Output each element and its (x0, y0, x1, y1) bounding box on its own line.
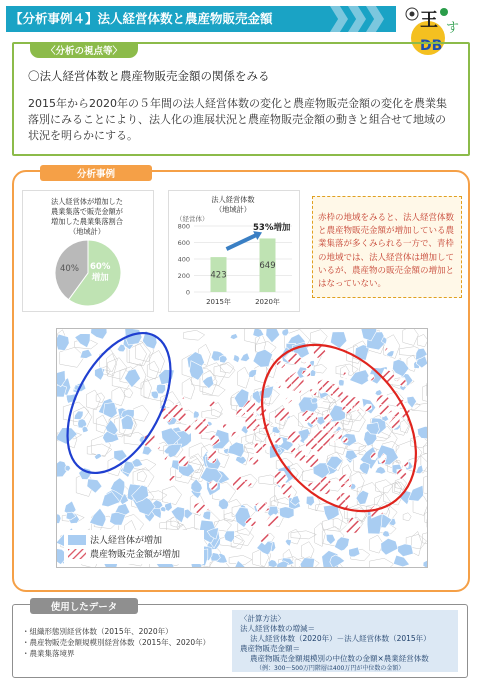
bar-title-line: 法人経営体数 (211, 195, 255, 204)
bar-unit: （経営体） (176, 215, 209, 223)
pie-title-line: 農業集落で販売金額が (51, 207, 123, 216)
map-hatched-area (156, 444, 160, 449)
calc-line: 農産物販売金額規模別の中位数の金額×農業経営体数 (250, 654, 429, 663)
pie-title-line: 増加した農業集落割合 (51, 217, 123, 226)
bar-annotation: 53%増加 (253, 223, 291, 233)
pie-green-label (90, 262, 110, 284)
legend-blue-swatch (68, 535, 86, 545)
bar-category-label: 2020年 (255, 298, 280, 306)
note-text: 赤枠の地域をみると、法人経営体数と農産物販売金額が増加している農業集落が多くみられる一方で、青枠の地域では、法人経営体は増加しているが、農産物の販売金額の増加とはなっていない。 (318, 213, 455, 290)
page-title: 【分析事例４】法人経営体数と農産物販売金額 (10, 11, 273, 26)
calc-line: 法人経営体数の増減＝ (240, 624, 315, 633)
logo-letters: DB (420, 38, 443, 54)
map-hatched-area (223, 424, 228, 429)
legend-hatch-swatch (68, 549, 86, 559)
viewpoint-heading: 〇法人経営体数と農産物販売金額の関係をみる (28, 69, 270, 83)
pie-title-line: 法人経営体が増加した (51, 197, 123, 206)
bar-y-tick: 200 (177, 272, 190, 280)
bar-y-tick: 600 (177, 239, 190, 247)
calc-line: 法人経営体数（2020年）－法人経営体数（2015年） (250, 634, 431, 643)
calc-note: （例：300～500万円階層は400万円が中位数の金額） (256, 665, 405, 672)
bar-y-tick: 400 (177, 255, 190, 264)
analysis-tab-label: 分析事例 (76, 169, 115, 180)
pie-green-percent: 60% (90, 262, 111, 272)
calc-line: 農産物販売金額＝ (240, 644, 300, 653)
data-source-item: ・農産物販売金額規模別経営体数（2015年、2020年） (22, 638, 211, 647)
pie-green-word: 増加 (91, 273, 109, 283)
data-source-item: ・組織形態別経営体数（2015年、2020年） (22, 627, 173, 636)
map-blue-area (277, 449, 282, 454)
pie-chart-title (22, 197, 152, 237)
bar-y-tick: 800 (177, 222, 190, 231)
logo-small: す (446, 21, 460, 36)
legend-blue-label: 法人経営体が増加 (90, 536, 163, 546)
pie-gray-label: 40% (60, 264, 79, 274)
logo-char: 王 (420, 10, 438, 31)
pie-title-line: （地域計） (69, 227, 105, 236)
viewpoint-body: 2015年から2020年の５年間の法人経営体数の変化と農産物販売金額の変化を農業集落別にみることにより、法人化の進展状況と農産物販売金額の動きと組合せて地域の状況を明らかにする。 (28, 97, 447, 142)
bar-y-tick: 0 (185, 288, 190, 297)
bar-chart-title (168, 195, 298, 215)
bar-value-label: 649 (259, 261, 276, 272)
bar-category-label: 2015年 (206, 298, 231, 306)
increase-arrow-shaft (227, 234, 258, 249)
map-boundary (427, 517, 428, 529)
legend-hatch-label: 農産物販売金額が増加 (90, 550, 181, 560)
map-blue-area (194, 411, 200, 418)
map-hatched-area (302, 370, 311, 377)
bar-title-line: （地域計） (215, 205, 251, 214)
calc-title: 〈計算方法〉 (240, 614, 285, 623)
map-blue-area (156, 384, 165, 394)
data-used-tab-label: 使用したデータ (50, 602, 118, 613)
viewpoint-tab-label: 〈分析の視点等〉 (45, 46, 122, 57)
data-source-item: ・農業集落境界 (22, 649, 75, 658)
bar-chart (168, 220, 298, 310)
bar-value-label: 423 (210, 270, 227, 281)
